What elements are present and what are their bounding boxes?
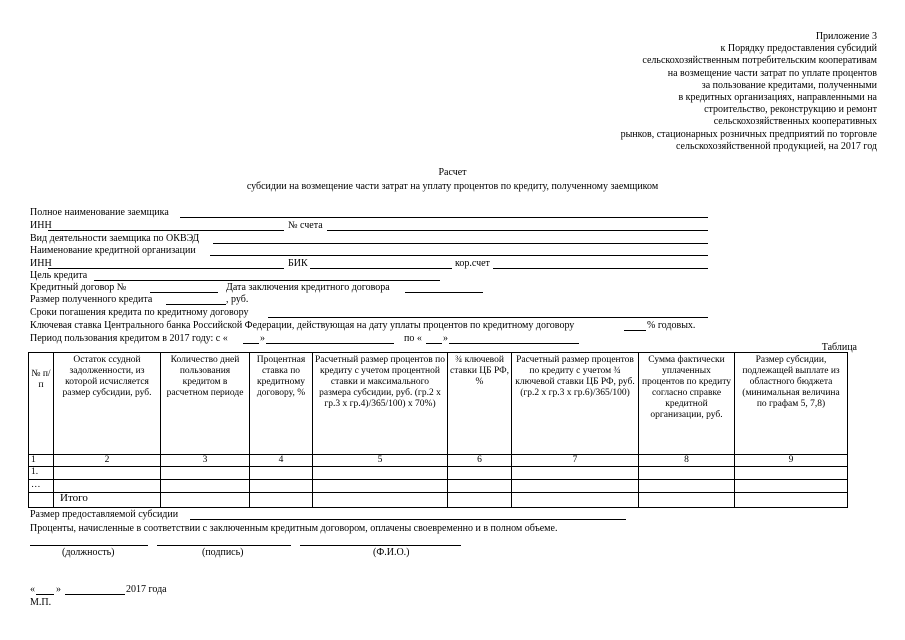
signature-field[interactable] [157,545,291,546]
table-cell[interactable] [735,467,848,480]
table-cell[interactable] [735,480,848,493]
table-cell[interactable] [313,480,448,493]
table-cell[interactable] [250,493,313,508]
borrower-name-label: Полное наименование заемщика [30,207,169,218]
contract-no-label: Кредитный договор № [30,282,127,293]
row-number: 1. [29,467,54,480]
purpose-label: Цель кредита [30,270,88,281]
appendix-line: сельскохозяйственных кооперативных [713,116,877,128]
bik-field[interactable] [310,268,452,269]
document-subtitle: субсидии на возмещение части затрат на уплату процентов по кредиту, полученному заемщиком [246,181,659,192]
header-cell: Сумма фактически уплаченных процентов по кредиту согласно справке кредитной организации, руб. [639,353,735,455]
header-cell: ¾ ключевой ставки ЦБ РФ, % [448,353,512,455]
activity-field[interactable] [213,243,708,244]
appendix-line: на возмещение части затрат по уплате процентов [667,67,877,79]
table-cell[interactable] [54,480,161,493]
subsidy-table [28,352,848,508]
table-cell[interactable] [448,467,512,480]
key-rate-unit: % годовых. [647,320,696,331]
table-cell[interactable] [54,467,161,480]
account-label: № счета [288,220,323,231]
column-number-row [29,455,848,467]
period-quote: » [443,333,448,344]
amount-unit: , руб. [226,294,249,305]
subsidy-size-label: Размер предоставляемой субсидии [30,509,179,520]
period-to-day-field[interactable] [426,343,442,344]
table-cell[interactable] [313,467,448,480]
header-cell: Количество дней пользования кредитом в расчетном периоде [161,353,250,455]
appendix-line: Приложение 3 [815,31,877,42]
appendix-header [621,31,877,153]
total-row [29,493,848,508]
table-cell[interactable] [161,480,250,493]
activity-label: Вид деятельности заемщика по ОКВЭД [30,233,200,244]
table-cell[interactable] [448,480,512,493]
position-field[interactable] [30,545,148,546]
table-cell[interactable] [161,493,250,508]
borrower-name-field[interactable] [180,217,708,218]
table-cell [29,493,54,508]
period-label: Период пользования кредитом в 2017 году: с « [30,333,228,344]
bank-name-field[interactable] [210,255,708,256]
fio-label: (Ф.И.О.) [373,547,410,558]
key-rate-label: Ключевая ставка Центрального банка Российской Федерации, действующая на дату уплаты процентов по кредитному договору [30,320,575,331]
bank-inn-label: ИНН [30,258,52,269]
table-cell[interactable] [735,493,848,508]
document-title: Расчет [438,167,467,178]
header-cell: Расчетный размер процентов по кредиту с учетом процентной ставки и максимального размера субсидии, руб. (гр.2 х гр.3 х гр.4)/365/100) х 70%) [313,353,448,455]
corr-account-field[interactable] [493,268,708,269]
date-year: 2017 года [126,584,167,595]
column-number: 3 [161,455,250,467]
period-to-month-field[interactable] [449,343,579,344]
table-cell[interactable] [512,467,639,480]
appendix-line: строительство, реконструкцию и ремонт [704,104,877,116]
appendix-line: рынков, стационарных розничных предприятий по торговле [620,128,877,140]
header-cell: Расчетный размер процентов по кредиту с учетом ¾ ключевой ставки ЦБ РФ, руб. (гр.2 х гр.3 х гр.6)/365/100) [512,353,639,455]
contract-no-field[interactable] [150,292,218,293]
table-cell[interactable] [448,493,512,508]
inn-label: ИНН [30,220,52,231]
table-row [29,467,848,480]
amount-field[interactable] [166,304,226,305]
row-number: … [29,480,54,493]
column-number: 1 [29,455,54,467]
table-cell[interactable] [512,493,639,508]
bank-name-label: Наименование кредитной организации [30,245,196,256]
table-cell[interactable] [639,493,735,508]
statement-text: Проценты, начисленные в соответствии с заключенным кредитным договором, оплачены своевременно и в полном объеме. [30,523,558,534]
table-row [29,480,848,493]
corr-account-label: кор.счет [455,258,490,269]
appendix-line: сельскохозяйственной продукцией, на 2017 год [675,140,877,152]
stamp-label: М.П. [30,597,52,608]
appendix-line: за пользование кредитами, полученными [701,79,877,91]
total-label: Итого [54,493,161,508]
column-number: 6 [448,455,512,467]
header-cell: Процентная ставка по кредитному договору, % [250,353,313,455]
fio-field[interactable] [300,545,461,546]
table-caption: Таблица [821,342,857,353]
table-cell[interactable] [250,467,313,480]
period-to-label: по « [404,333,422,344]
amount-label: Размер полученного кредита [30,294,153,305]
table-cell[interactable] [161,467,250,480]
column-number: 4 [250,455,313,467]
period-from-month-field[interactable] [266,343,394,344]
purpose-field[interactable] [94,280,440,281]
date-day-field[interactable] [36,594,54,595]
period-from-day-field[interactable] [243,343,259,344]
bik-label: БИК [288,258,308,269]
contract-date-label: Дата заключения кредитного договора [226,282,390,293]
inn-field[interactable] [48,230,284,231]
appendix-line: к Порядку предоставления субсидий [720,43,877,55]
period-quote: » [260,333,265,344]
table-header-row [29,353,848,455]
table-cell[interactable] [639,480,735,493]
column-number: 5 [313,455,448,467]
appendix-line: сельскохозяйственным потребительским кооперативам [642,55,877,67]
table-cell[interactable] [250,480,313,493]
account-field[interactable] [327,230,708,231]
signature-label: (подпись) [202,547,244,558]
header-cell: Размер субсидии, подлежащей выплате из областного бюджета (минимальная величина по графам 5, 7,8) [735,353,848,455]
column-number: 7 [512,455,639,467]
repayment-field[interactable] [268,317,708,318]
column-number: 2 [54,455,161,467]
position-label: (должность) [62,547,115,558]
repayment-label: Сроки погашения кредита по кредитному договору [30,307,249,318]
table-cell[interactable] [313,493,448,508]
subsidy-size-field[interactable] [190,519,626,520]
column-number: 9 [735,455,848,467]
date-quote-open: « [30,584,35,595]
contract-date-field[interactable] [405,292,483,293]
column-number: 8 [639,455,735,467]
bank-inn-field[interactable] [48,268,284,269]
key-rate-field[interactable] [624,330,646,331]
table-cell[interactable] [639,467,735,480]
header-cell: Остаток ссудной задолженности, из которой исчисляется размер субсидии, руб. [54,353,161,455]
date-quote-close: » [56,584,61,595]
header-cell: № п/п [29,353,54,455]
appendix-line: в кредитных организациях, направленными на [678,92,877,104]
date-month-field[interactable] [65,594,125,595]
table-cell[interactable] [512,480,639,493]
